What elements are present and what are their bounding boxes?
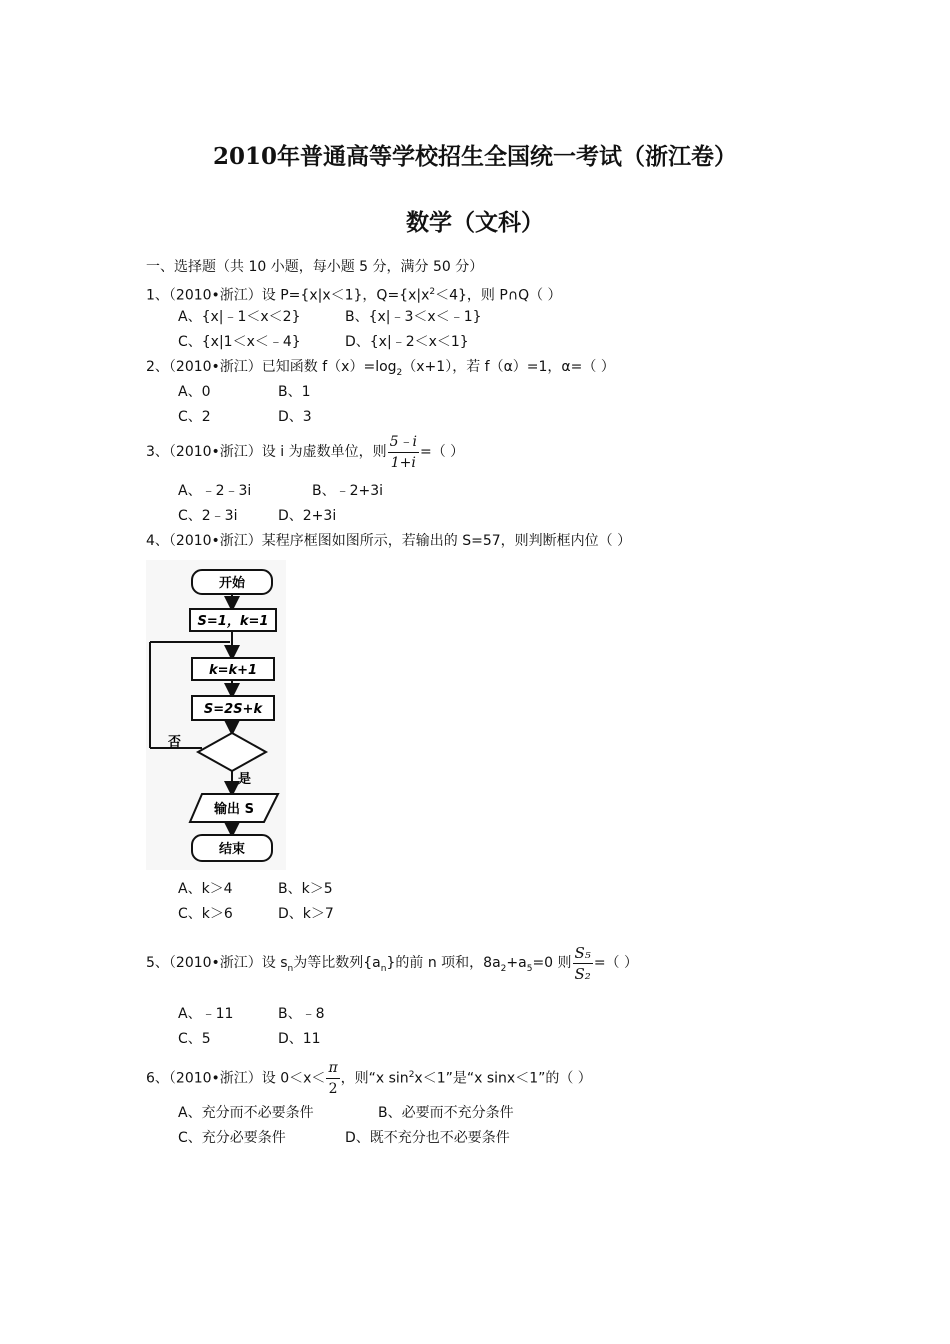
- q2-option-c: C、2: [178, 409, 211, 425]
- page-subtitle: 数学（文科）: [406, 209, 544, 236]
- q4-option-b: B、k＞5: [278, 881, 333, 897]
- q1-option-d: D、{x|﹣2＜x＜1}: [345, 334, 469, 350]
- flow-step1-label: k=k+1: [208, 663, 258, 678]
- flow-output-label: 输出 S: [214, 802, 254, 817]
- q1-option-b: B、{x|﹣3＜x＜﹣1}: [345, 309, 482, 325]
- flow-step2-label: S=2S+k: [203, 702, 263, 717]
- q2-option-b: B、1: [278, 384, 311, 400]
- q6-option-b: B、必要而不充分条件: [378, 1105, 514, 1121]
- q5-option-d: D、11: [278, 1031, 321, 1047]
- q3-option-c: C、2﹣3i: [178, 508, 238, 524]
- flow-yes-label: 是: [238, 772, 252, 787]
- question-3-stem: 3、（2010•浙江）设 i 为虚数单位，则 $\frac{5﹣i}{1+i}$ =（ ）: [146, 433, 465, 471]
- q2-option-a: A、0: [178, 384, 211, 400]
- q5-option-b: B、﹣8: [278, 1006, 325, 1022]
- q1-option-a: A、{x|﹣1＜x＜2}: [178, 309, 301, 325]
- flow-start-label: 开始: [218, 576, 246, 591]
- question-6-stem: 6、（2010•浙江）设 0＜x＜ $\frac{\pi}{2}$ ，则“x $\sin^2x<1$”是“x sinx＜1”的（ ）: [146, 1060, 592, 1098]
- flow-end-label: 结束: [218, 842, 246, 857]
- q3-option-b: B、﹣2+3i: [312, 483, 384, 499]
- q3-option-d: D、2+3i: [278, 508, 337, 524]
- question-5-stem: 5、（2010•浙江）设 $s_n$为等比数列$\{a_n\}$的前 n 项和，$8a_2+a_5=0$ 则 $\frac{\text{S₅}}{\text{S₂}}$ =（ ）: [146, 943, 639, 983]
- question-1-stem: 1、（2010•浙江）设 P={x|x＜1}，$Q=\{x|x^2<4\}$，则 P∩Q（ ）: [146, 287, 562, 304]
- page-title: 2010年普通高等学校招生全国统一考试（浙江卷）: [212, 143, 737, 170]
- q6-fraction: $\frac{\pi}{2}$: [328, 1060, 338, 1098]
- q5-fraction: $\frac{\text{S₅}}{\text{S₂}}$: [574, 943, 591, 983]
- q2-option-d: D、3: [278, 409, 312, 425]
- q3-option-a: A、﹣2﹣3i: [178, 483, 252, 499]
- q4-option-a: A、k＞4: [178, 881, 233, 897]
- q3-fraction: $\frac{5﹣i}{1+i}$: [389, 433, 417, 471]
- question-2-stem: 2、（2010•浙江）已知函数 $f(x)=\log_2(x+1)$，若 f（α）=1，α=（ ）: [146, 359, 615, 378]
- section-header: 一、选择题（共 10 小题，每小题 5 分，满分 50 分）: [146, 259, 484, 275]
- flow-no-label: 否: [168, 735, 182, 750]
- q6-option-c: C、充分必要条件: [178, 1130, 286, 1146]
- q4-option-d: D、k＞7: [278, 906, 334, 922]
- q6-option-d: D、既不充分也不必要条件: [345, 1130, 510, 1146]
- flow-init-label: S=1，k=1: [197, 614, 269, 629]
- question-4-stem: 4、（2010•浙江）某程序框图如图所示，若输出的 S=57，则判断框内位（ ）: [146, 533, 632, 549]
- q5-option-c: C、5: [178, 1031, 211, 1047]
- flowchart: [146, 560, 286, 870]
- q1-option-c: C、{x|1＜x＜﹣4}: [178, 334, 301, 350]
- q6-option-a: A、充分而不必要条件: [178, 1105, 314, 1121]
- q5-option-a: A、﹣11: [178, 1006, 234, 1022]
- q4-option-c: C、k＞6: [178, 906, 233, 922]
